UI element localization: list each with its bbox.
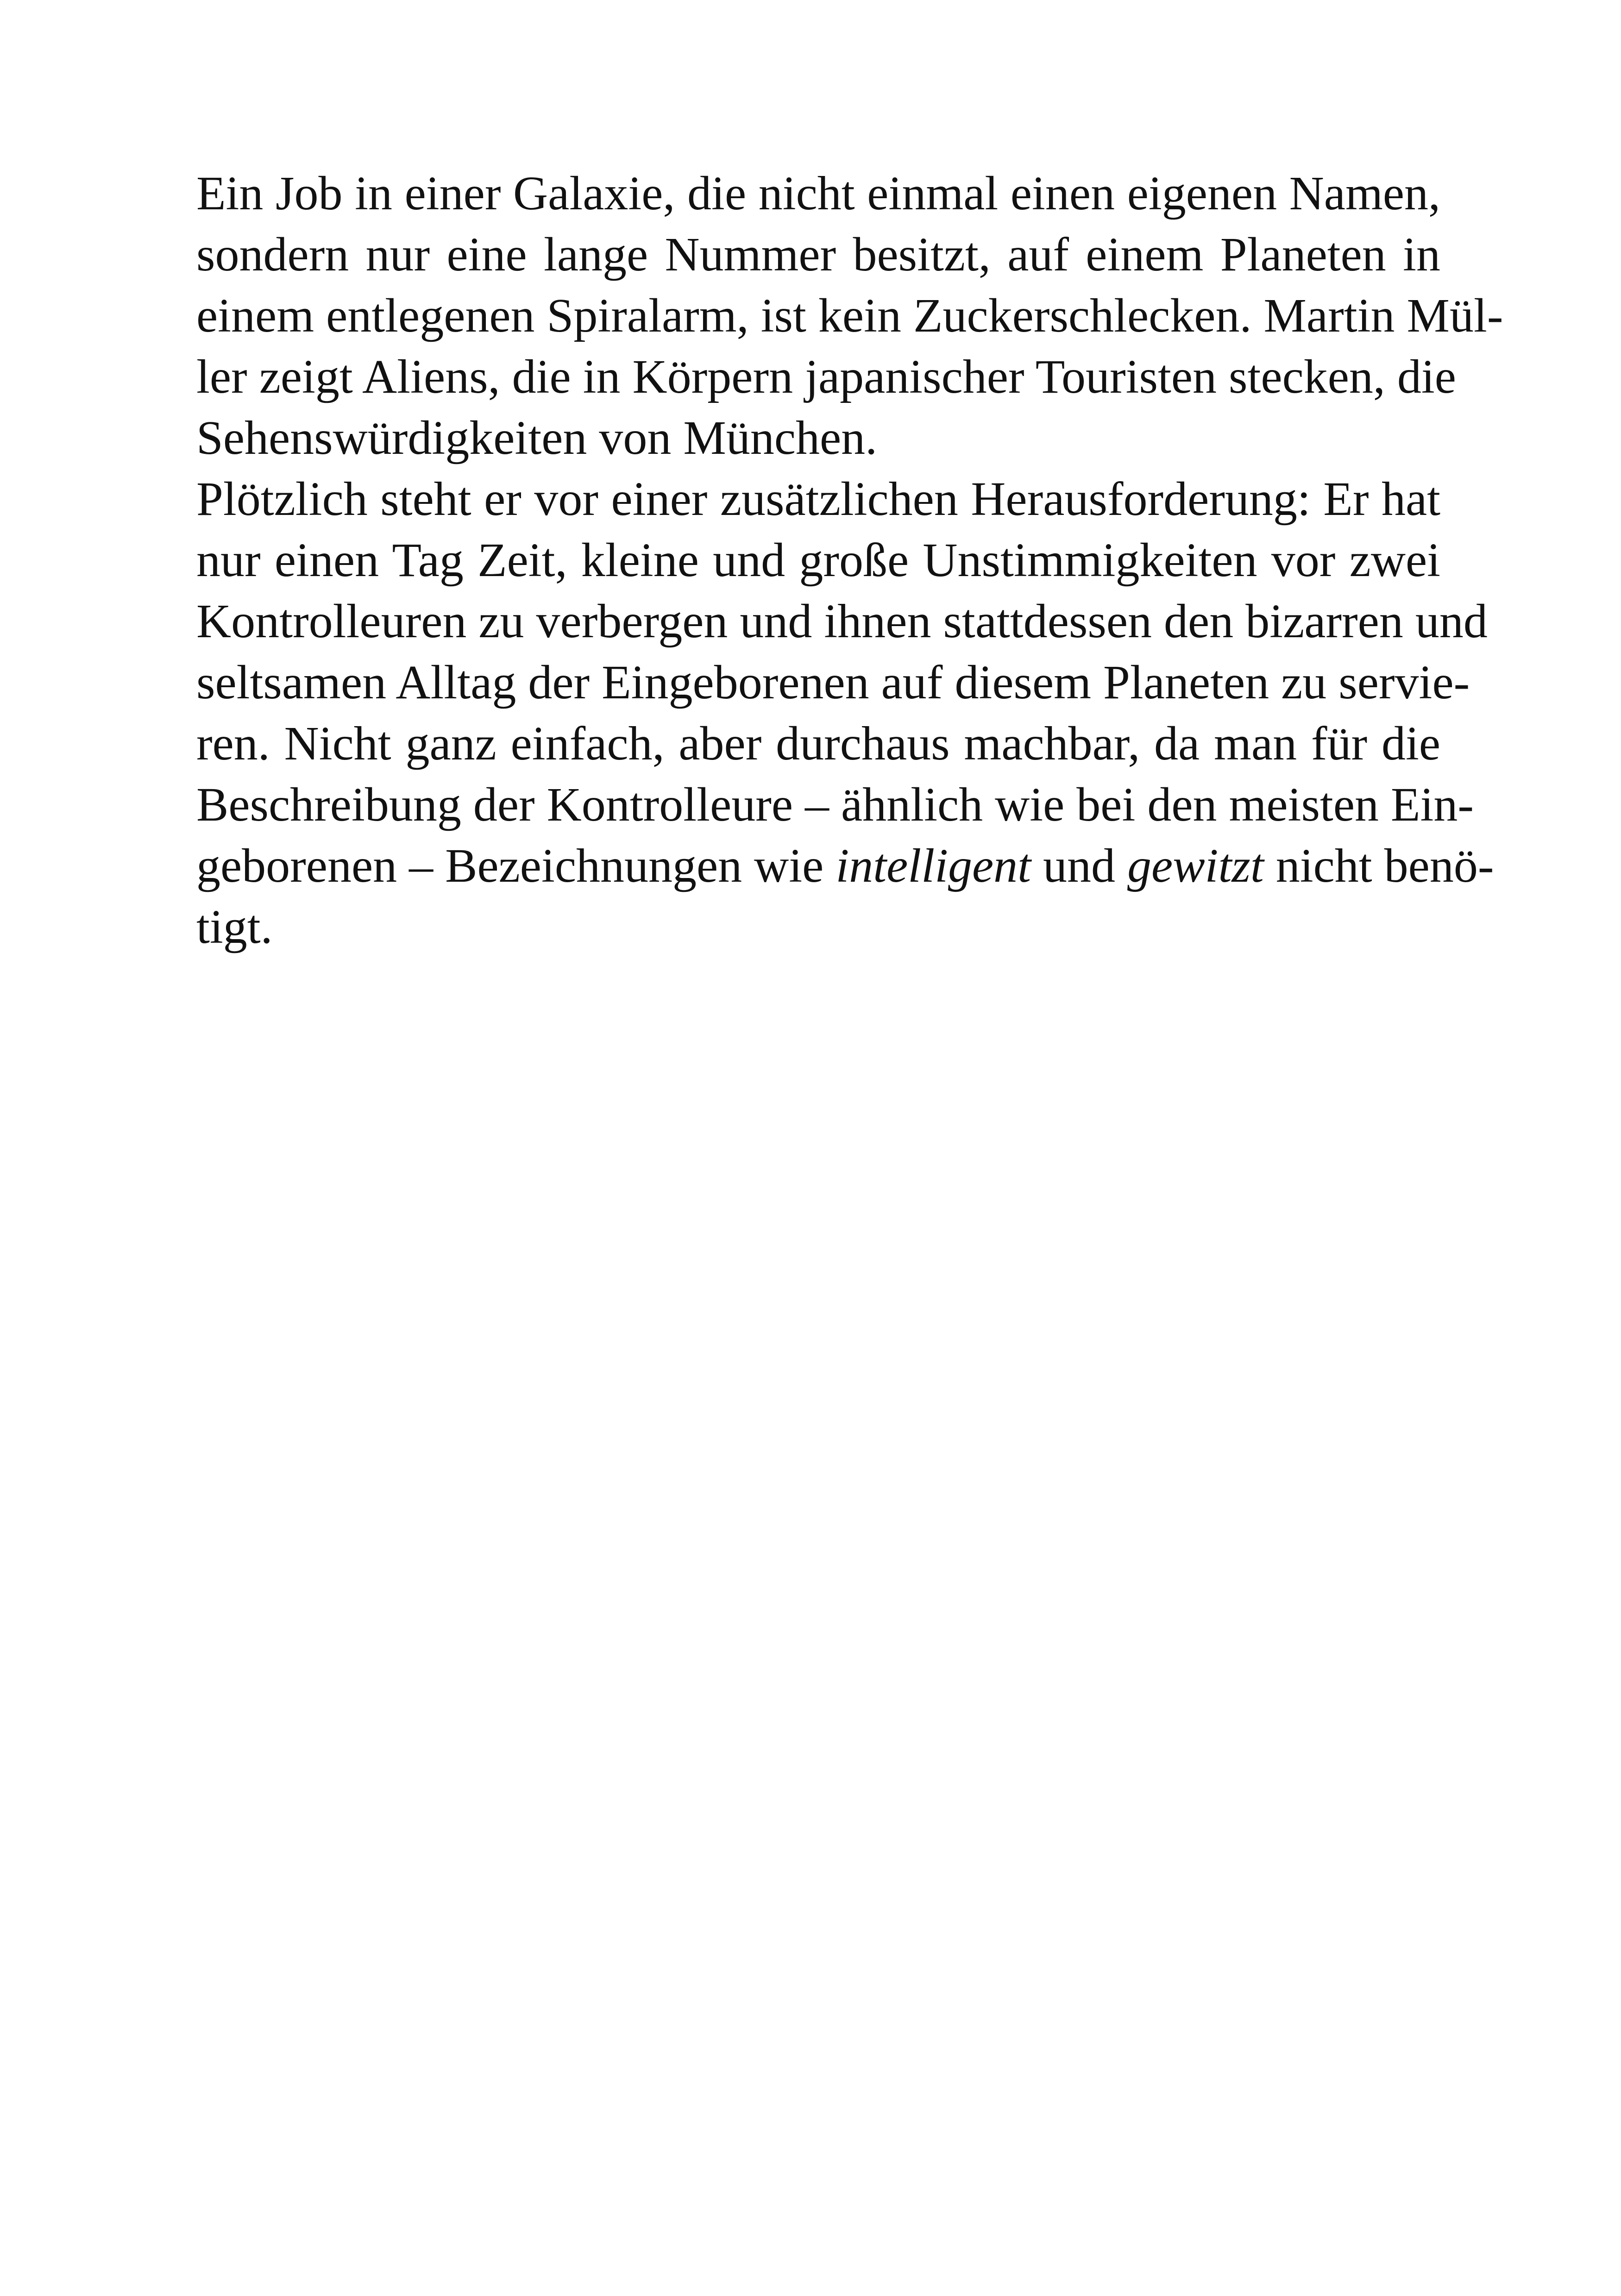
text-line: Plötzlich steht er vor einer zusätzlichen Herausforderung: Er hat xyxy=(196,472,1440,526)
text-segment: und xyxy=(1031,839,1128,892)
paragraph-2 xyxy=(196,469,1494,958)
text-line-with-italics xyxy=(196,835,1494,897)
text-line: ler zeigt Aliens, die in Körpern japanischer Touristen stecken, die xyxy=(196,350,1456,403)
text-segment: nicht benö- xyxy=(1263,839,1494,892)
paragraph-1 xyxy=(196,163,1503,469)
body-text xyxy=(196,163,1503,958)
italic-word-intelligent: intelligent xyxy=(836,839,1031,892)
text-line: Beschreibung der Kontrolleure – ähnlich wie bei den meisten Ein- xyxy=(196,778,1474,831)
text-segment: geborenen – Bezeichnungen wie xyxy=(196,839,836,892)
text-line: nur einen Tag Zeit, kleine und große Unstimmigkeiten vor zwei xyxy=(196,533,1440,587)
italic-word-gewitzt: gewitzt xyxy=(1127,839,1264,892)
text-line: tigt. xyxy=(196,900,273,954)
text-line: ren. Nicht ganz einfach, aber durchaus machbar, da man für die xyxy=(196,717,1440,770)
text-line: sondern nur eine lange Nummer besitzt, auf einem Planeten in xyxy=(196,228,1440,281)
text-line: Kontrolleuren zu verbergen und ihnen stattdessen den bizarren und xyxy=(196,595,1488,648)
text-line: seltsamen Alltag der Eingeborenen auf diesem Planeten zu servie- xyxy=(196,656,1470,709)
text-line: Sehenswürdigkeiten von München. xyxy=(196,411,878,464)
text-line: einem entlegenen Spiralarm, ist kein Zuckerschlecken. Martin Mül- xyxy=(196,289,1503,342)
text-line: Ein Job in einer Galaxie, die nicht einmal einen eigenen Namen, xyxy=(196,167,1440,220)
